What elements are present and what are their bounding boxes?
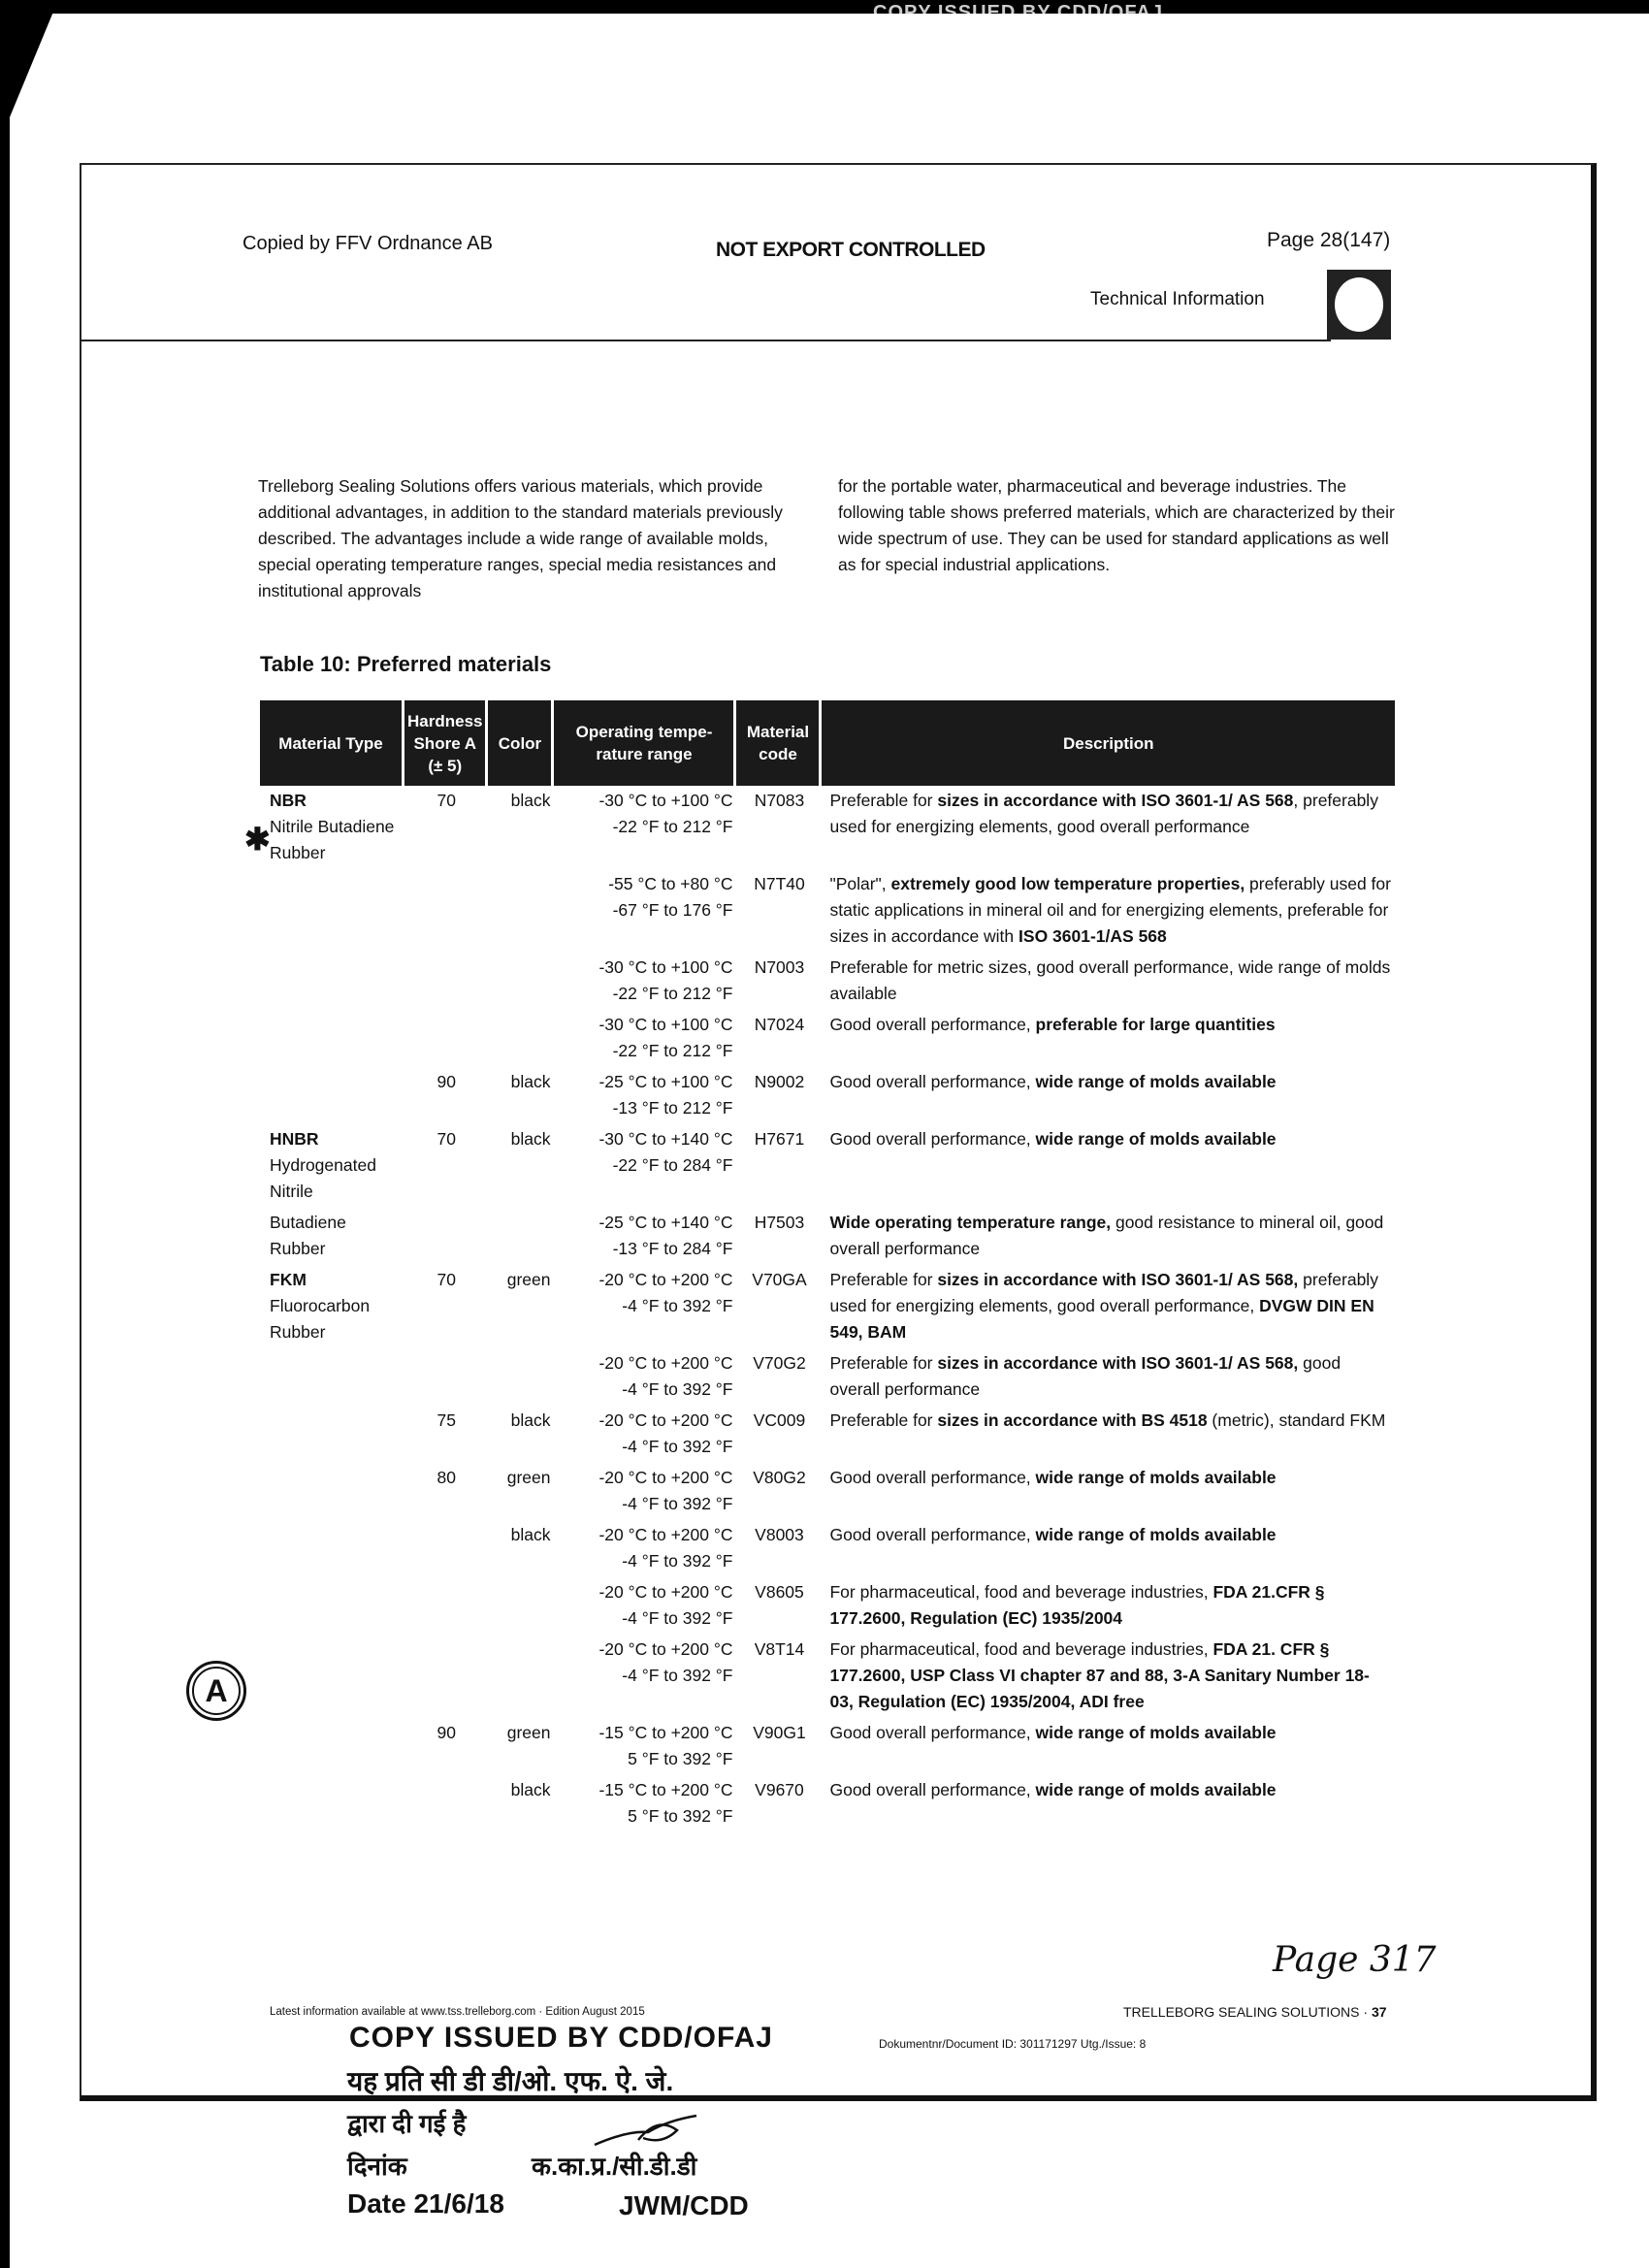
table-title: Table 10: Preferred materials [260, 652, 552, 676]
temp-fahrenheit: -4 °F to 392 °F [622, 1551, 733, 1571]
description [822, 1406, 1395, 1463]
material-type [260, 1067, 404, 1124]
color: green [506, 1270, 551, 1289]
intro-left: Trelleborg Sealing Solutions offers various materials, which provide additional advantages, in addition to the standard materials previously described. The advantages include a wide range of available molds, special operating temperature ranges, special media resistances and institutional approvals [258, 476, 783, 600]
desc-text-tail: good resistance to mineral oil, good overall performance [829, 1213, 1384, 1258]
desc-text: Preferable for [829, 791, 938, 810]
description [822, 1348, 1395, 1406]
temperature-range [554, 1010, 736, 1067]
material-code: N7083 [754, 791, 805, 810]
preferred-materials-table [260, 700, 1395, 1832]
description [822, 1124, 1395, 1208]
table-row [260, 1635, 1395, 1718]
material-type-code: NBR [270, 791, 307, 810]
hardness [404, 953, 488, 1010]
description [822, 1635, 1395, 1718]
column-header: Operating tempe-rature range [554, 700, 736, 786]
material-code: H7503 [754, 1213, 805, 1232]
table-row [260, 1775, 1395, 1832]
temp-celsius: -20 °C to +200 °C [598, 1468, 733, 1487]
material-code: N7003 [754, 957, 805, 977]
footer-page: 37 [1371, 2004, 1387, 2020]
temperature-range [554, 1463, 736, 1520]
material-type [260, 1124, 404, 1208]
table-row [260, 1348, 1395, 1406]
desc-text: Good overall performance, [829, 1468, 1036, 1487]
desc-bold: wide range of molds available [1035, 1072, 1277, 1091]
description [822, 786, 1395, 869]
color [488, 1348, 554, 1406]
temperature-range [554, 869, 736, 953]
table-row [260, 1718, 1395, 1775]
hardness [404, 869, 488, 953]
material-code: V90G1 [753, 1723, 806, 1742]
color: green [506, 1723, 551, 1742]
table-row [260, 1208, 1395, 1265]
desc-text-tail: good overall performance [829, 1353, 1342, 1399]
color: black [510, 791, 551, 810]
header-rule [80, 340, 1331, 341]
temperature-range [554, 1635, 736, 1718]
desc-bold: wide range of molds available [1035, 1780, 1277, 1799]
temperature-range [554, 1208, 736, 1265]
stamp-date: Date 21/6/18 [347, 2188, 504, 2219]
desc-bold: sizes in accordance with ISO 3601-1/ AS 568 [937, 791, 1294, 810]
hardness: 90 [436, 1723, 456, 1742]
desc-bold: Wide operating temperature range, [829, 1213, 1112, 1232]
desc-bold: sizes in accordance with ISO 3601-1/ AS 568, [937, 1270, 1299, 1289]
table-row [260, 786, 1395, 869]
desc-text: Preferable for metric sizes, good overall performance, wide range of molds available [829, 957, 1391, 1003]
material-type [260, 869, 404, 953]
desc-bold: wide range of molds available [1035, 1723, 1277, 1742]
hardness: 70 [436, 791, 456, 810]
hardness: 90 [436, 1072, 456, 1091]
document-id: Dokumentnr/Document ID: 301171297 Utg./Issue: 8 [879, 2037, 1147, 2051]
hardness [404, 1635, 488, 1718]
desc-text: For pharmaceutical, food and beverage industries, [829, 1582, 1213, 1602]
table-row [260, 1406, 1395, 1463]
stamp-office-hindi: क.का.प्र./सी.डी.डी [532, 2152, 697, 2181]
material-code: V70G2 [753, 1353, 806, 1373]
temperature-range [554, 1348, 736, 1406]
desc-bold: wide range of molds available [1035, 1129, 1277, 1149]
table-body [260, 786, 1395, 1832]
color [488, 1208, 554, 1265]
temp-celsius: -30 °C to +140 °C [598, 1129, 733, 1149]
desc-text: "Polar", [829, 874, 891, 893]
hardness: 70 [436, 1270, 456, 1289]
desc-text-tail: preferably used for energizing elements, good overall performance, [829, 1270, 1378, 1315]
table-row [260, 953, 1395, 1010]
material-type [260, 1775, 404, 1832]
material-type [260, 1010, 404, 1067]
material-code: V8T14 [754, 1639, 805, 1659]
material-type [260, 786, 404, 869]
temp-celsius: -30 °C to +100 °C [598, 791, 733, 810]
material-type-name: Nitrile Butadiene Rubber [270, 817, 395, 862]
material-type-code: FKM [270, 1270, 307, 1289]
material-type-name: Fluorocarbon Rubber [270, 1296, 371, 1342]
desc-text: Good overall performance, [829, 1129, 1036, 1149]
desc-text: Preferable for [829, 1353, 938, 1373]
table-row [260, 1577, 1395, 1635]
temp-celsius: -20 °C to +200 °C [598, 1270, 733, 1289]
export-status: NOT EXPORT CONTROLLED [716, 239, 986, 261]
color [488, 953, 554, 1010]
hardness: 70 [436, 1129, 456, 1149]
material-code: N9002 [754, 1072, 805, 1091]
temp-fahrenheit: -4 °F to 392 °F [622, 1494, 733, 1513]
table-row [260, 1067, 1395, 1124]
desc-text: Good overall performance, [829, 1015, 1036, 1034]
desc-text-tail: , preferably used for energizing elements, good overall performance [829, 791, 1378, 836]
hardness [404, 1208, 488, 1265]
color [488, 1010, 554, 1067]
temp-fahrenheit: -67 °F to 176 °F [612, 900, 733, 920]
temperature-range [554, 1577, 736, 1635]
material-type [260, 1635, 404, 1718]
temp-fahrenheit: -4 °F to 392 °F [622, 1666, 733, 1685]
material-type [260, 1348, 404, 1406]
stamp-date-label-hindi: दिनांक [347, 2152, 407, 2181]
table-row [260, 1265, 1395, 1348]
column-header: Description [822, 700, 1395, 786]
color: black [510, 1072, 551, 1091]
material-type [260, 1577, 404, 1635]
circled-a-stamp-icon [186, 1661, 246, 1721]
temp-celsius: -15 °C to +200 °C [598, 1780, 733, 1799]
color [488, 1635, 554, 1718]
section-title: Technical Information [1090, 289, 1265, 309]
description [822, 1520, 1395, 1577]
column-header: Color [488, 700, 554, 786]
material-type-name: Butadiene Rubber [270, 1213, 346, 1258]
material-code: VC009 [753, 1410, 806, 1430]
stamp-line-3: द्वारा दी गई है [347, 2109, 467, 2138]
handwritten-page-number: Page 317 [1273, 1940, 1437, 1980]
temp-fahrenheit: -22 °F to 212 °F [612, 1041, 733, 1060]
material-code: V8605 [755, 1582, 804, 1602]
asterisk-mark-icon: ✱ [244, 822, 271, 857]
description [822, 1265, 1395, 1348]
desc-bold: wide range of molds available [1035, 1468, 1277, 1487]
temperature-range [554, 1067, 736, 1124]
material-type [260, 1265, 404, 1348]
color: black [510, 1410, 551, 1430]
temp-celsius: -25 °C to +100 °C [598, 1072, 733, 1091]
hardness [404, 1577, 488, 1635]
signature-icon [590, 2111, 706, 2150]
color [488, 1577, 554, 1635]
temp-fahrenheit: -22 °F to 212 °F [612, 817, 733, 836]
stamp-line-1: COPY ISSUED BY CDD/OFAJ [349, 2022, 773, 2054]
material-code: H7671 [754, 1129, 805, 1149]
temp-fahrenheit: -4 °F to 392 °F [622, 1608, 733, 1628]
table-header-row [260, 700, 1395, 786]
hardness [404, 1520, 488, 1577]
table-row [260, 1124, 1395, 1208]
color: black [510, 1780, 551, 1799]
top-stamp-remnant: COPY ISSUED BY CDD/OFAJ [873, 2, 1163, 23]
table-row [260, 1010, 1395, 1067]
circled-letter: A [192, 1667, 241, 1715]
description [822, 1067, 1395, 1124]
material-type [260, 1718, 404, 1775]
temperature-range [554, 1520, 736, 1577]
desc-text-tail: (metric), standard FKM [1207, 1410, 1386, 1430]
column-header: Material Type [260, 700, 404, 786]
temperature-range [554, 1124, 736, 1208]
temp-celsius: -15 °C to +200 °C [598, 1723, 733, 1742]
description [822, 953, 1395, 1010]
desc-bold: sizes in accordance with BS 4518 [937, 1410, 1208, 1430]
trelleborg-logo-icon [1327, 270, 1391, 340]
material-code: N7T40 [754, 874, 805, 893]
table-row [260, 869, 1395, 953]
material-type [260, 1463, 404, 1520]
desc-text-tail: preferably used for static applications in mineral oil and for energizing elements, preferable for sizes in accordance with [829, 874, 1391, 946]
temp-celsius: -25 °C to +140 °C [598, 1213, 733, 1232]
material-code: V8003 [755, 1525, 804, 1544]
desc-text: Good overall performance, [829, 1072, 1036, 1091]
footer-right [1123, 2004, 1387, 2020]
description [822, 1577, 1395, 1635]
table-row [260, 1520, 1395, 1577]
hardness [404, 1775, 488, 1832]
description [822, 1463, 1395, 1520]
material-type-name: Hydrogenated Nitrile [270, 1155, 376, 1201]
material-code: V70GA [752, 1270, 807, 1289]
temp-fahrenheit: -22 °F to 212 °F [612, 984, 733, 1003]
temp-celsius: -20 °C to +200 °C [598, 1410, 733, 1430]
temp-celsius: -30 °C to +100 °C [598, 1015, 733, 1034]
material-type-code: HNBR [270, 1129, 319, 1149]
desc-bold-tail: ISO 3601-1/AS 568 [1018, 926, 1167, 946]
desc-bold: sizes in accordance with ISO 3601-1/ AS 568, [937, 1353, 1299, 1373]
description [822, 1208, 1395, 1265]
temp-fahrenheit: 5 °F to 392 °F [628, 1749, 733, 1768]
page-number: Page 28(147) [1267, 229, 1391, 251]
desc-text: For pharmaceutical, food and beverage industries, [829, 1639, 1213, 1659]
desc-text: Good overall performance, [829, 1723, 1036, 1742]
temp-fahrenheit: -4 °F to 392 °F [622, 1379, 733, 1399]
description [822, 1010, 1395, 1067]
hardness [404, 1010, 488, 1067]
temp-celsius: -20 °C to +200 °C [598, 1639, 733, 1659]
column-header: Material code [736, 700, 822, 786]
temp-fahrenheit: -22 °F to 284 °F [612, 1155, 733, 1175]
color: black [510, 1525, 551, 1544]
temp-fahrenheit: -13 °F to 212 °F [612, 1098, 733, 1118]
desc-bold: FDA 21.CFR § 177.2600, Regulation (EC) 1935/2004 [829, 1582, 1325, 1628]
material-code: V9670 [755, 1780, 804, 1799]
color: green [506, 1468, 551, 1487]
scan-edge-left [0, 0, 10, 2268]
stamp-office: JWM/CDD [619, 2190, 749, 2220]
temp-celsius: -30 °C to +100 °C [598, 957, 733, 977]
intro-right: for the portable water, pharmaceutical and beverage industries. The following table shows preferred materials, which are characterized by their wide spectrum of use. They can be used for standard applications as well as for special industrial applications. [838, 476, 1395, 574]
description [822, 1718, 1395, 1775]
scan-edge-wedge [0, 0, 58, 141]
temperature-range [554, 1406, 736, 1463]
desc-bold: wide range of molds available [1035, 1525, 1277, 1544]
hardness: 80 [436, 1468, 456, 1487]
scan-edge-top [0, 0, 1649, 14]
table-row [260, 1463, 1395, 1520]
hardness [404, 1348, 488, 1406]
temperature-range [554, 786, 736, 869]
description [822, 869, 1395, 953]
material-type [260, 1406, 404, 1463]
desc-bold: FDA 21. CFR § 177.2600, USP Class VI chapter 87 and 88, 3-A Sanitary Number 18-03, Regulation (EC) 1935/2004, ADI free [829, 1639, 1370, 1711]
temp-fahrenheit: -4 °F to 392 °F [622, 1296, 733, 1315]
hardness: 75 [436, 1410, 456, 1430]
stamp-line-2: यह प्रति सी डी डी/ओ. एफ. ऐ. जे. [347, 2066, 674, 2096]
temperature-range [554, 1775, 736, 1832]
temperature-range [554, 1718, 736, 1775]
desc-bold: preferable for large quantities [1035, 1015, 1276, 1034]
column-header: Hardness Shore A (± 5) [404, 700, 488, 786]
temp-celsius: -55 °C to +80 °C [608, 874, 733, 893]
temp-celsius: -20 °C to +200 °C [598, 1525, 733, 1544]
color [488, 869, 554, 953]
material-code: V80G2 [753, 1468, 806, 1487]
desc-bold: extremely good low temperature properties, [890, 874, 1245, 893]
temp-fahrenheit: -13 °F to 284 °F [612, 1239, 733, 1258]
temp-fahrenheit: 5 °F to 392 °F [628, 1806, 733, 1826]
color: black [510, 1129, 551, 1149]
temp-fahrenheit: -4 °F to 392 °F [622, 1437, 733, 1456]
desc-text: Good overall performance, [829, 1780, 1036, 1799]
desc-text: Preferable for [829, 1410, 938, 1430]
temp-celsius: -20 °C to +200 °C [598, 1582, 733, 1602]
footer-brand: TRELLEBORG SEALING SOLUTIONS · [1123, 2004, 1372, 2020]
copied-by: Copied by FFV Ordnance AB [242, 233, 493, 254]
desc-text: Good overall performance, [829, 1525, 1036, 1544]
material-type [260, 1208, 404, 1265]
material-code: N7024 [754, 1015, 805, 1034]
material-type [260, 1520, 404, 1577]
temp-celsius: -20 °C to +200 °C [598, 1353, 733, 1373]
temperature-range [554, 953, 736, 1010]
description [822, 1775, 1395, 1832]
temperature-range [554, 1265, 736, 1348]
footer-left: Latest information available at www.tss.trelleborg.com · Edition August 2015 [270, 2006, 645, 2018]
desc-bold-tail: DVGW DIN EN 549, BAM [829, 1296, 1374, 1342]
desc-text: Preferable for [829, 1270, 938, 1289]
material-type [260, 953, 404, 1010]
